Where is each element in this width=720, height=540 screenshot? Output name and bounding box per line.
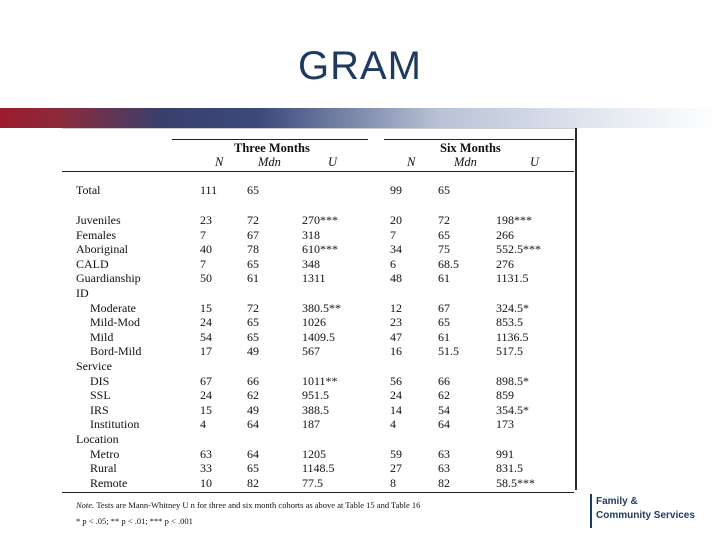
row-label-14: IRS — [90, 402, 109, 417]
row-3-cell-2: 610*** — [302, 242, 338, 257]
rule-top-left — [172, 139, 368, 140]
rule-header-bottom — [62, 171, 574, 172]
row-label-17: Metro — [90, 446, 120, 461]
column-header-4: Mdn — [454, 155, 477, 169]
row-10-cell-3: 16 — [390, 344, 402, 359]
row-1-cell-0: 23 — [200, 213, 212, 227]
row-9-cell-1: 65 — [247, 329, 259, 344]
column-header-0: N — [215, 155, 224, 169]
row-19-cell-4: 82 — [438, 475, 450, 490]
row-8-cell-4: 65 — [438, 315, 450, 330]
vertical-divider — [575, 128, 577, 490]
row-14-cell-5: 354.5* — [496, 402, 529, 417]
row-label-0: Total — [76, 183, 101, 197]
row-5-cell-4: 61 — [438, 271, 450, 286]
row-13-cell-0: 24 — [200, 388, 212, 403]
row-1-cell-3: 20 — [390, 213, 402, 227]
row-13-cell-1: 62 — [247, 388, 259, 403]
row-2-cell-5: 266 — [496, 227, 514, 242]
row-14-cell-3: 14 — [390, 402, 402, 417]
logo-line-2: Community Services — [596, 510, 695, 521]
row-4-cell-2: 348 — [302, 256, 320, 271]
row-14-cell-0: 15 — [200, 402, 212, 417]
slide-title: GRAM — [298, 44, 422, 88]
row-19-cell-1: 82 — [247, 475, 259, 490]
row-2-cell-4: 65 — [438, 227, 450, 242]
row-1-cell-5: 198*** — [496, 213, 532, 227]
row-10-cell-2: 567 — [302, 344, 320, 359]
row-label-1: Juveniles — [76, 213, 121, 227]
row-13-cell-5: 859 — [496, 388, 514, 403]
row-3-cell-4: 75 — [438, 242, 450, 257]
row-10-cell-4: 51.5 — [438, 344, 459, 359]
row-0-cell-3: 99 — [390, 183, 402, 197]
logo-line-1: Family & — [596, 496, 638, 507]
row-17-cell-5: 991 — [496, 446, 514, 461]
note-label: Note. — [76, 500, 97, 511]
row-0-cell-4: 65 — [438, 183, 450, 197]
row-9-cell-4: 61 — [438, 329, 450, 344]
row-18-cell-3: 27 — [390, 461, 402, 476]
row-3-cell-1: 78 — [247, 242, 259, 257]
row-17-cell-2: 1205 — [302, 446, 326, 461]
row-3-cell-5: 552.5*** — [496, 242, 541, 257]
row-label-8: Mild-Mod — [90, 315, 141, 330]
row-8-cell-2: 1026 — [302, 315, 326, 330]
row-17-cell-3: 59 — [390, 446, 402, 461]
row-13-cell-4: 62 — [438, 388, 450, 403]
column-header-5: U — [530, 155, 540, 169]
row-13-cell-3: 24 — [390, 388, 402, 403]
row-18-cell-5: 831.5 — [496, 461, 523, 476]
row-12-cell-3: 56 — [390, 373, 402, 388]
row-label-2: Females — [76, 227, 116, 242]
logo-bar — [590, 494, 592, 528]
row-1-cell-1: 72 — [247, 213, 259, 227]
rule-table-bottom — [62, 492, 574, 493]
row-label-10: Bord-Mild — [90, 344, 142, 359]
row-18-cell-2: 1148.5 — [302, 461, 335, 476]
row-8-cell-1: 65 — [247, 315, 259, 330]
row-14-cell-4: 54 — [438, 402, 450, 417]
row-5-cell-1: 61 — [247, 271, 259, 286]
row-15-cell-2: 187 — [302, 417, 320, 432]
row-4-cell-4: 68.5 — [438, 256, 459, 271]
row-17-cell-4: 63 — [438, 446, 450, 461]
row-12-cell-2: 1011** — [302, 373, 338, 388]
results-table — [62, 128, 578, 529]
row-15-cell-0: 4 — [200, 417, 206, 432]
row-label-5: Guardianship — [76, 271, 141, 286]
row-9-cell-2: 1409.5 — [302, 329, 335, 344]
row-12-cell-1: 66 — [247, 373, 259, 388]
row-15-cell-1: 64 — [247, 417, 259, 432]
row-5-cell-5: 1131.5 — [496, 271, 529, 286]
row-7-cell-5: 324.5* — [496, 300, 529, 315]
row-5-cell-3: 48 — [390, 271, 402, 286]
note-text: Tests are Mann-Whitney U n for three and six month cohorts as above at Table 15 and Table 16 — [96, 500, 421, 511]
row-9-cell-5: 1136.5 — [496, 329, 529, 344]
row-2-cell-2: 318 — [302, 227, 320, 242]
row-12-cell-4: 66 — [438, 373, 450, 388]
row-label-13: SSL — [90, 388, 111, 403]
row-7-cell-1: 72 — [247, 300, 259, 315]
row-12-cell-5: 898.5* — [496, 373, 529, 388]
row-5-cell-2: 1311 — [302, 271, 326, 286]
row-1-cell-2: 270*** — [302, 213, 338, 227]
row-label-16: Location — [76, 432, 119, 446]
row-19-cell-0: 10 — [200, 475, 212, 490]
row-4-cell-1: 65 — [247, 256, 259, 271]
row-15-cell-3: 4 — [390, 417, 396, 432]
row-8-cell-3: 23 — [390, 315, 402, 330]
row-label-6: ID — [76, 286, 89, 300]
row-18-cell-0: 33 — [200, 461, 212, 476]
row-18-cell-4: 63 — [438, 461, 450, 476]
group-header-three-months: Three Months — [234, 141, 310, 155]
row-0-cell-0: 111 — [200, 183, 218, 197]
table-note — [76, 500, 420, 511]
significance-note: * p < .05; ** p < .01; *** p < .001 — [76, 516, 193, 527]
row-10-cell-1: 49 — [247, 344, 259, 359]
row-3-cell-0: 40 — [200, 242, 212, 257]
rule-top-right — [384, 139, 574, 140]
row-18-cell-1: 65 — [247, 461, 259, 476]
row-7-cell-0: 15 — [200, 300, 212, 315]
row-1-cell-4: 72 — [438, 213, 450, 227]
row-10-cell-5: 517.5 — [496, 344, 523, 359]
row-label-7: Moderate — [90, 300, 136, 315]
column-header-2: U — [328, 155, 338, 169]
row-15-cell-4: 64 — [438, 417, 450, 432]
row-4-cell-0: 7 — [200, 256, 206, 271]
row-14-cell-1: 49 — [247, 402, 259, 417]
row-3-cell-3: 34 — [390, 242, 402, 257]
column-header-1: Mdn — [258, 155, 281, 169]
header-gradient-band — [0, 108, 720, 128]
row-label-18: Rural — [90, 461, 117, 476]
row-2-cell-3: 7 — [390, 227, 396, 242]
row-17-cell-1: 64 — [247, 446, 259, 461]
row-4-cell-5: 276 — [496, 256, 514, 271]
row-7-cell-2: 380.5** — [302, 300, 341, 315]
row-label-3: Aboriginal — [76, 242, 128, 257]
row-5-cell-0: 50 — [200, 271, 212, 286]
column-header-3: N — [407, 155, 416, 169]
row-9-cell-0: 54 — [200, 329, 212, 344]
row-10-cell-0: 17 — [200, 344, 212, 359]
row-2-cell-1: 67 — [247, 227, 259, 242]
row-7-cell-3: 12 — [390, 300, 402, 315]
row-label-15: Institution — [90, 417, 140, 432]
row-9-cell-3: 47 — [390, 329, 402, 344]
row-12-cell-0: 67 — [200, 373, 212, 388]
row-label-11: Service — [76, 359, 112, 373]
row-8-cell-5: 853.5 — [496, 315, 523, 330]
row-8-cell-0: 24 — [200, 315, 212, 330]
row-19-cell-2: 77.5 — [302, 475, 323, 490]
facs-logo — [590, 494, 710, 534]
row-17-cell-0: 63 — [200, 446, 212, 461]
row-label-19: Remote — [90, 475, 128, 490]
row-label-4: CALD — [76, 256, 109, 271]
row-label-9: Mild — [90, 329, 114, 344]
row-4-cell-3: 6 — [390, 256, 396, 271]
row-19-cell-3: 8 — [390, 475, 396, 490]
group-header-six-months: Six Months — [440, 141, 501, 155]
row-19-cell-5: 58.5*** — [496, 475, 535, 490]
row-2-cell-0: 7 — [200, 227, 206, 242]
row-7-cell-4: 67 — [438, 300, 450, 315]
row-14-cell-2: 388.5 — [302, 402, 329, 417]
row-0-cell-1: 65 — [247, 183, 259, 197]
row-15-cell-5: 173 — [496, 417, 514, 432]
row-13-cell-2: 951.5 — [302, 388, 329, 403]
row-label-12: DIS — [90, 373, 110, 388]
